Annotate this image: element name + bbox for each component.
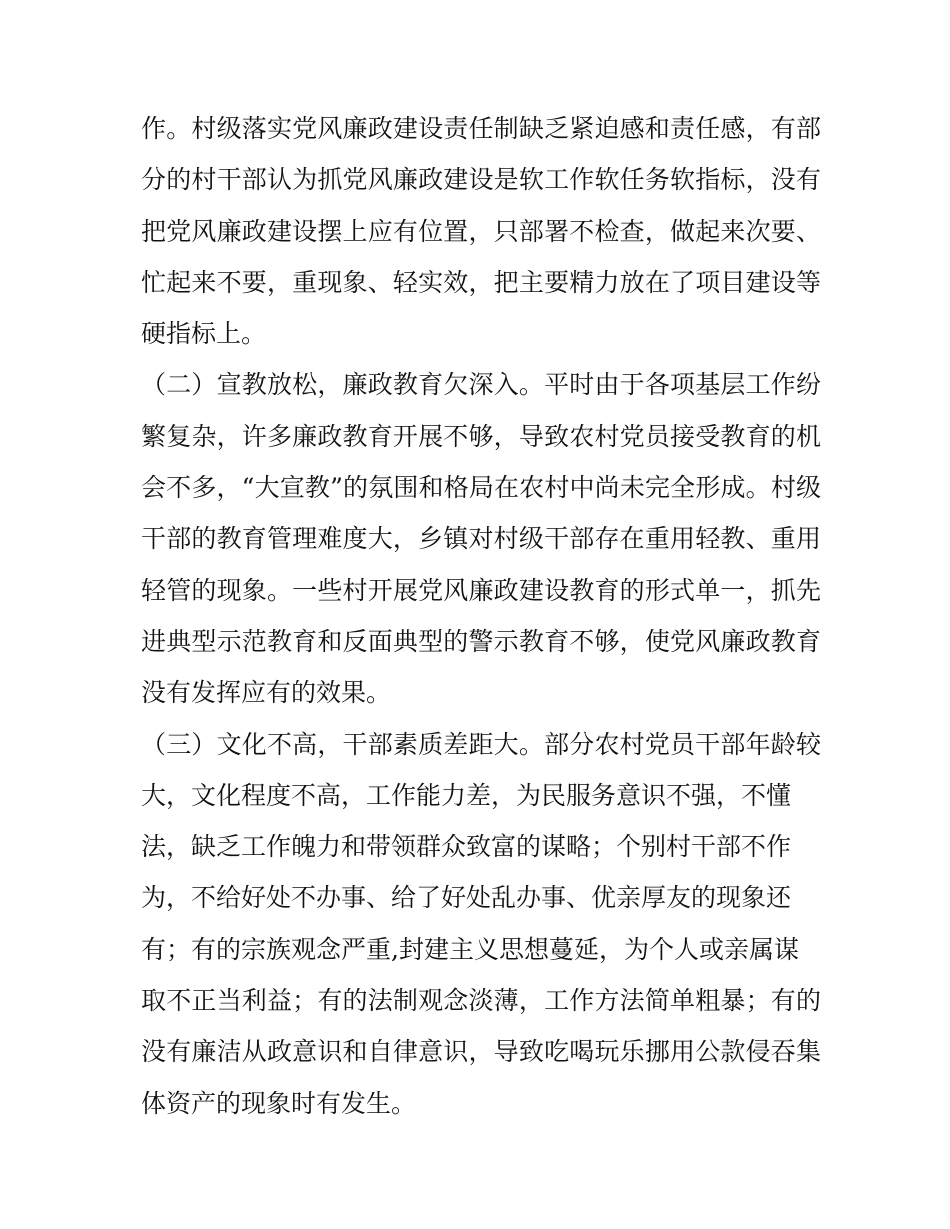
paragraph-1 (141, 103, 821, 359)
text-line: 没有发挥应有的效果。 (141, 678, 392, 708)
text-line: 干部的教育管理难度大，乡镇对村级干部存在重用轻教、重用 (141, 524, 821, 554)
text-line: 大，文化程度不高，工作能力差，为民服务意识不强，不懂 (141, 780, 792, 810)
paragraph-3 (141, 719, 821, 1129)
text-line: 把党风廉政建设摆上应有位置，只部署不检查，做起来次要、 (141, 216, 821, 246)
document-body (141, 103, 821, 1129)
text-line: 会不多，“大宣教”的氛围和格局在农村中尚未完全形成。村级 (141, 473, 821, 503)
text-line: 取不正当利益；有的法制观念淡薄，工作方法简单粗暴；有的 (141, 986, 821, 1016)
text-line: 繁复杂，许多廉政教育开展不够，导致农村党员接受教育的机 (141, 421, 821, 451)
paragraph-2 (141, 359, 821, 718)
text-line: 分的村干部认为抓党风廉政建设是软工作软任务软指标，没有 (141, 165, 821, 195)
text-line: 法，缺乏工作魄力和带领群众致富的谋略；个别村干部不作 (141, 832, 792, 862)
text-line: 作。村级落实党风廉政建设责任制缺乏紧迫感和责任感，有部 (141, 114, 821, 143)
text-line: 体资产的现象时有发生。 (141, 1088, 417, 1118)
text-line: 轻管的现象。一些村开展党风廉政建设教育的形式单一，抓先 (141, 575, 821, 605)
text-line: 有；有的宗族观念严重,封建主义思想蔓延，为个人或亲属谋 (141, 934, 799, 964)
text-line: 硬指标上。 (141, 319, 267, 349)
text-line: （三）文化不高，干部素质差距大。部分农村党员干部年龄较 (141, 729, 821, 759)
text-line: 没有廉洁从政意识和自律意识，导致吃喝玩乐挪用公款侵吞集 (141, 1037, 821, 1067)
text-line: 忙起来不要，重现象、轻实效，把主要精力放在了项目建设等 (141, 267, 821, 297)
text-line: 为，不给好处不办事、给了好处乱办事、优亲厚友的现象还 (141, 883, 792, 913)
text-line: 进典型示范教育和反面典型的警示教育不够，使党风廉政教育 (141, 626, 821, 656)
text-line: （二）宣教放松，廉政教育欠深入。平时由于各项基层工作纷 (141, 370, 821, 400)
